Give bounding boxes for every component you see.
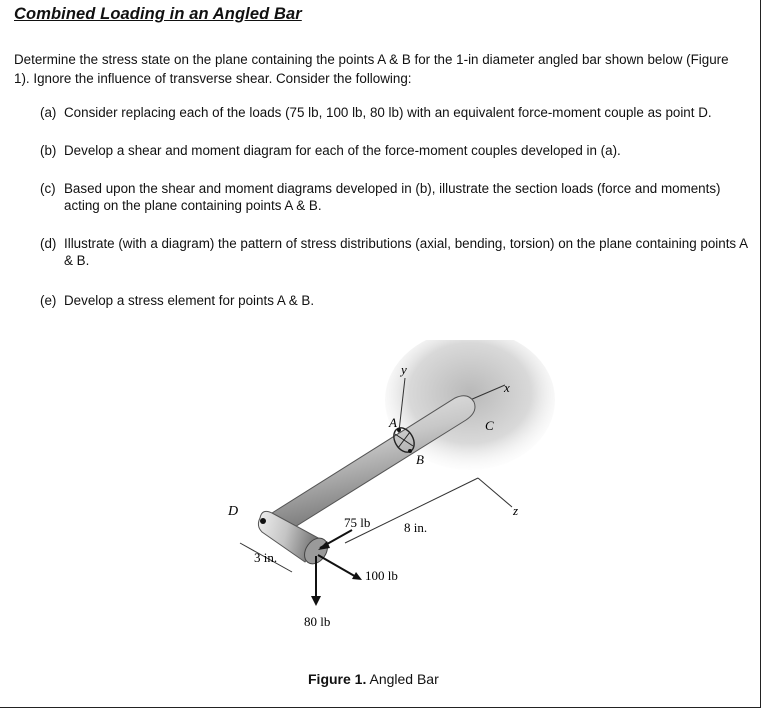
load-100-arrow (318, 555, 358, 578)
question-a-text: Consider replacing each of the loads (75 lb, 100 lb, 80 lb) with an equivalent force-moment couple as point D. (64, 105, 712, 120)
point-label-d: D (228, 504, 239, 519)
question-e (40, 292, 750, 309)
point-d-marker (260, 518, 266, 524)
dim-label-8: 8 in. (404, 520, 428, 535)
load-label-100: 100 lb (365, 568, 398, 583)
question-b-label: (b) (40, 143, 57, 158)
question-b-text: Develop a shear and moment diagram for each of the force-moment couples developed in (a). (64, 143, 621, 158)
z-axis (478, 478, 512, 507)
question-a-label: (a) (40, 105, 57, 120)
question-c-label: (c) (40, 181, 56, 196)
question-e-label: (e) (40, 293, 57, 308)
axis-label-y: y (401, 362, 407, 377)
question-c-text: Based upon the shear and moment diagrams developed in (b), illustrate the section loads (force and moments) acting on the plane containing points A & B. (64, 181, 721, 213)
load-label-75: 75 lb (344, 515, 371, 530)
figure-caption (308, 671, 439, 687)
page-title: Combined Loading in an Angled Bar (14, 5, 302, 23)
problem-statement: Determine the stress state on the plane containing the points A & B for the 1-in diameter angled bar shown below (Figure 1). Ignore the influence of transverse shear. Consider the following: (14, 52, 729, 86)
load-label-80: 80 lb (304, 614, 331, 629)
axis-label-z: z (513, 503, 519, 518)
question-e-text: Develop a stress element for points A & B. (64, 293, 315, 308)
figure-caption-label: Figure 1. (308, 671, 367, 687)
question-a (40, 104, 750, 121)
question-d (40, 235, 750, 269)
question-d-text: Illustrate (with a diagram) the pattern of stress distributions (axial, bending, torsion) on the plane containing points A & B. (64, 236, 748, 268)
point-label-c: C (485, 418, 494, 433)
question-b (40, 142, 750, 159)
point-label-b: B (416, 452, 424, 467)
question-c (40, 180, 750, 214)
axis-label-x: x (504, 380, 510, 395)
dim-label-3: 3 in. (254, 550, 278, 565)
question-d-label: (d) (40, 236, 57, 251)
point-a-marker (397, 428, 401, 432)
point-b-marker (408, 449, 412, 453)
point-label-a: A (389, 415, 397, 430)
figure-caption-text: Angled Bar (369, 671, 439, 687)
load-80-arrowhead (311, 596, 321, 606)
angled-bar-figure (195, 340, 555, 640)
